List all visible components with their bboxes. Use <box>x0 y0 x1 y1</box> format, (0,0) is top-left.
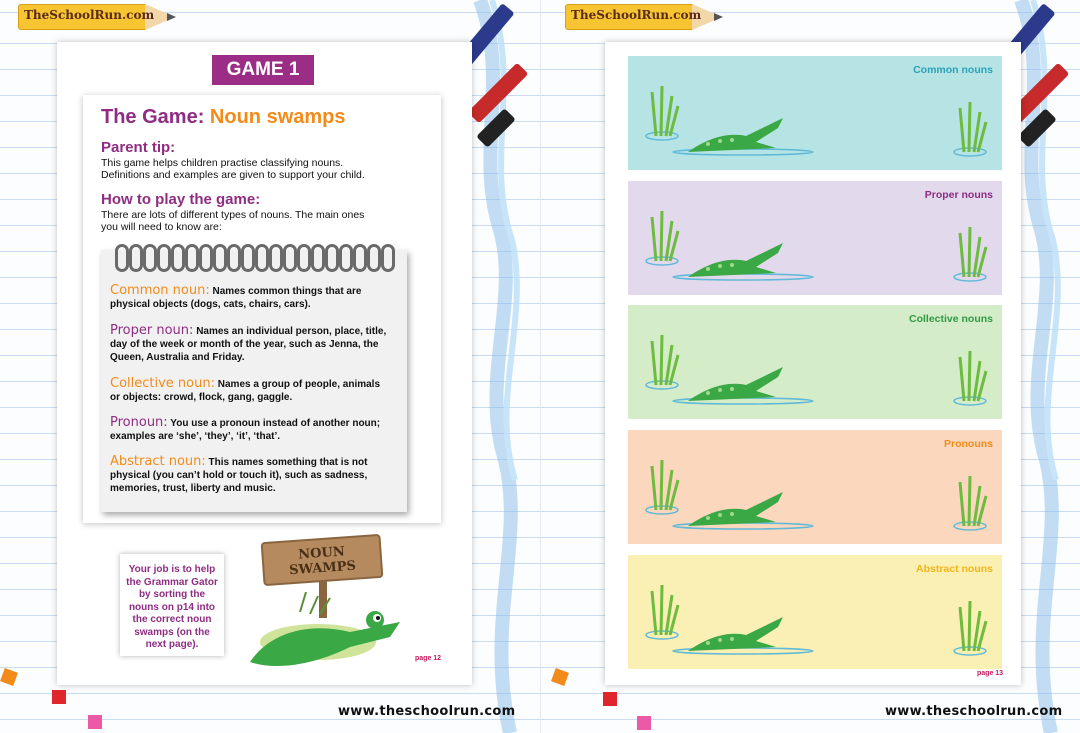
sticky-note-icon <box>52 690 66 704</box>
grass-icon <box>646 335 678 389</box>
sign-line1: NOUN <box>297 544 346 563</box>
spiral-ring-icon <box>283 244 297 272</box>
swamp-label: Abstract nouns <box>915 563 993 575</box>
definition-term: Pronoun: <box>110 415 168 430</box>
title-prefix: The Game: <box>101 106 205 128</box>
footer-url[interactable]: www.theschoolrun.com <box>338 704 516 719</box>
swamp-artwork <box>628 555 1002 669</box>
parent-tip-line2: Definitions and examples are given to support your child. <box>101 169 365 181</box>
alligator-icon <box>673 243 813 280</box>
alligator-icon <box>240 592 405 674</box>
spiral-ring-icon <box>353 244 367 272</box>
logo[interactable] <box>18 4 178 30</box>
page-title <box>101 106 346 129</box>
spiral-ring-icon <box>185 244 199 272</box>
swamp-label: Common nouns <box>913 64 993 76</box>
spiral-ring-icon <box>325 244 339 272</box>
instructions-panel <box>83 95 441 523</box>
footer-url[interactable]: www.theschoolrun.com <box>885 704 1063 719</box>
grass-icon <box>646 86 678 140</box>
spiral-ring-icon <box>311 244 325 272</box>
grass-icon <box>954 476 986 530</box>
job-instructions: Your job is to help the Grammar Gator by sorting the nouns on p14 into the correct noun swamps (on the next page). <box>120 554 224 656</box>
spiral-ring-icon <box>199 244 213 272</box>
spiral-ring-icon <box>255 244 269 272</box>
swamp-label: Proper nouns <box>924 189 993 201</box>
swamp-common-nouns[interactable] <box>628 56 1002 170</box>
sign-line2: SWAMPS <box>288 558 357 579</box>
alligator-icon <box>673 492 813 529</box>
swamp-label: Pronouns <box>944 438 993 450</box>
swamp-artwork <box>628 181 1002 295</box>
alligator-icon <box>673 617 813 654</box>
spiral-ring-icon <box>129 244 143 272</box>
definition-pronoun <box>110 416 392 443</box>
spiral-ring-icon <box>381 244 395 272</box>
logo-text: TheSchoolRun.com <box>24 8 155 22</box>
grass-icon <box>954 601 986 655</box>
swamp-proper-nouns[interactable] <box>628 181 1002 295</box>
how-to-heading: How to play the game: <box>101 191 261 208</box>
how-to-line2: you will need to know are: <box>101 221 222 233</box>
logo-text: TheSchoolRun.com <box>571 8 702 22</box>
spiral-ring-icon <box>143 244 157 272</box>
definition-proper <box>110 324 392 364</box>
grass-icon <box>954 102 986 156</box>
spiral-binding <box>115 244 397 274</box>
parent-tip-line1: This game helps children practise classifying nouns. <box>101 157 344 169</box>
definition-abstract <box>110 455 392 495</box>
swamp-collective-nouns[interactable] <box>628 305 1002 419</box>
definition-term: Proper noun: <box>110 323 194 338</box>
definition-text: Names common things that are physical objects (dogs, cats, chairs, cars). <box>110 286 362 310</box>
spiral-ring-icon <box>297 244 311 272</box>
swamp-artwork <box>628 56 1002 170</box>
sticky-note-icon <box>637 716 651 730</box>
sticky-note-icon <box>603 692 617 706</box>
page-number: page 13 <box>977 670 1004 677</box>
spiral-ring-icon <box>227 244 241 272</box>
alligator-icon <box>673 367 813 404</box>
definitions-notepad <box>101 250 407 512</box>
sticky-note-icon <box>88 715 102 729</box>
alligator-icon <box>673 118 813 155</box>
grass-icon <box>646 460 678 514</box>
how-to-line1: There are lots of different types of nouns. The main ones <box>101 209 365 221</box>
sticky-note-icon <box>0 668 18 686</box>
definition-text: Names an individual person, place, title, day of the week or month of the year, such as Jenna, the Queen, Australia and Friday. <box>110 326 387 363</box>
swamp-abstract-nouns[interactable] <box>628 555 1002 669</box>
logo[interactable] <box>565 4 725 30</box>
definition-collective <box>110 377 392 404</box>
definition-text: You use a pronoun instead of another noun; examples are ‘she’, ‘they’, ‘it’, ‘that’. <box>110 418 381 442</box>
parent-tip-heading: Parent tip: <box>101 139 176 156</box>
definition-common <box>110 284 392 311</box>
definition-text: Names a group of people, animals or objects: crowd, flock, gang, gaggle. <box>110 379 381 403</box>
noun-swamps-sign <box>261 534 384 586</box>
swamp-pronouns[interactable] <box>628 430 1002 544</box>
definition-text: This names something that is not physical (you can’t hold or touch it), such as sadness, memories, trust, liberty and music. <box>110 457 368 494</box>
spiral-ring-icon <box>171 244 185 272</box>
spiral-ring-icon <box>269 244 283 272</box>
spiral-ring-icon <box>157 244 171 272</box>
swamp-artwork <box>628 430 1002 544</box>
title-highlight: Noun swamps <box>209 106 346 128</box>
grass-icon <box>954 227 986 281</box>
definition-term: Abstract noun: <box>110 454 206 469</box>
spiral-ring-icon <box>213 244 227 272</box>
grass-icon <box>954 351 986 405</box>
grass-icon <box>646 585 678 639</box>
page-number: page 12 <box>415 655 442 662</box>
grass-icon <box>646 211 678 265</box>
spiral-ring-icon <box>115 244 129 272</box>
swamp-artwork <box>628 305 1002 419</box>
sticky-note-icon <box>551 668 569 686</box>
spiral-ring-icon <box>367 244 381 272</box>
definition-term: Common noun: <box>110 283 210 298</box>
spiral-ring-icon <box>339 244 353 272</box>
swamp-label: Collective nouns <box>908 313 993 325</box>
definition-term: Collective noun: <box>110 376 215 391</box>
game-label: GAME 1 <box>212 55 314 85</box>
spiral-ring-icon <box>241 244 255 272</box>
